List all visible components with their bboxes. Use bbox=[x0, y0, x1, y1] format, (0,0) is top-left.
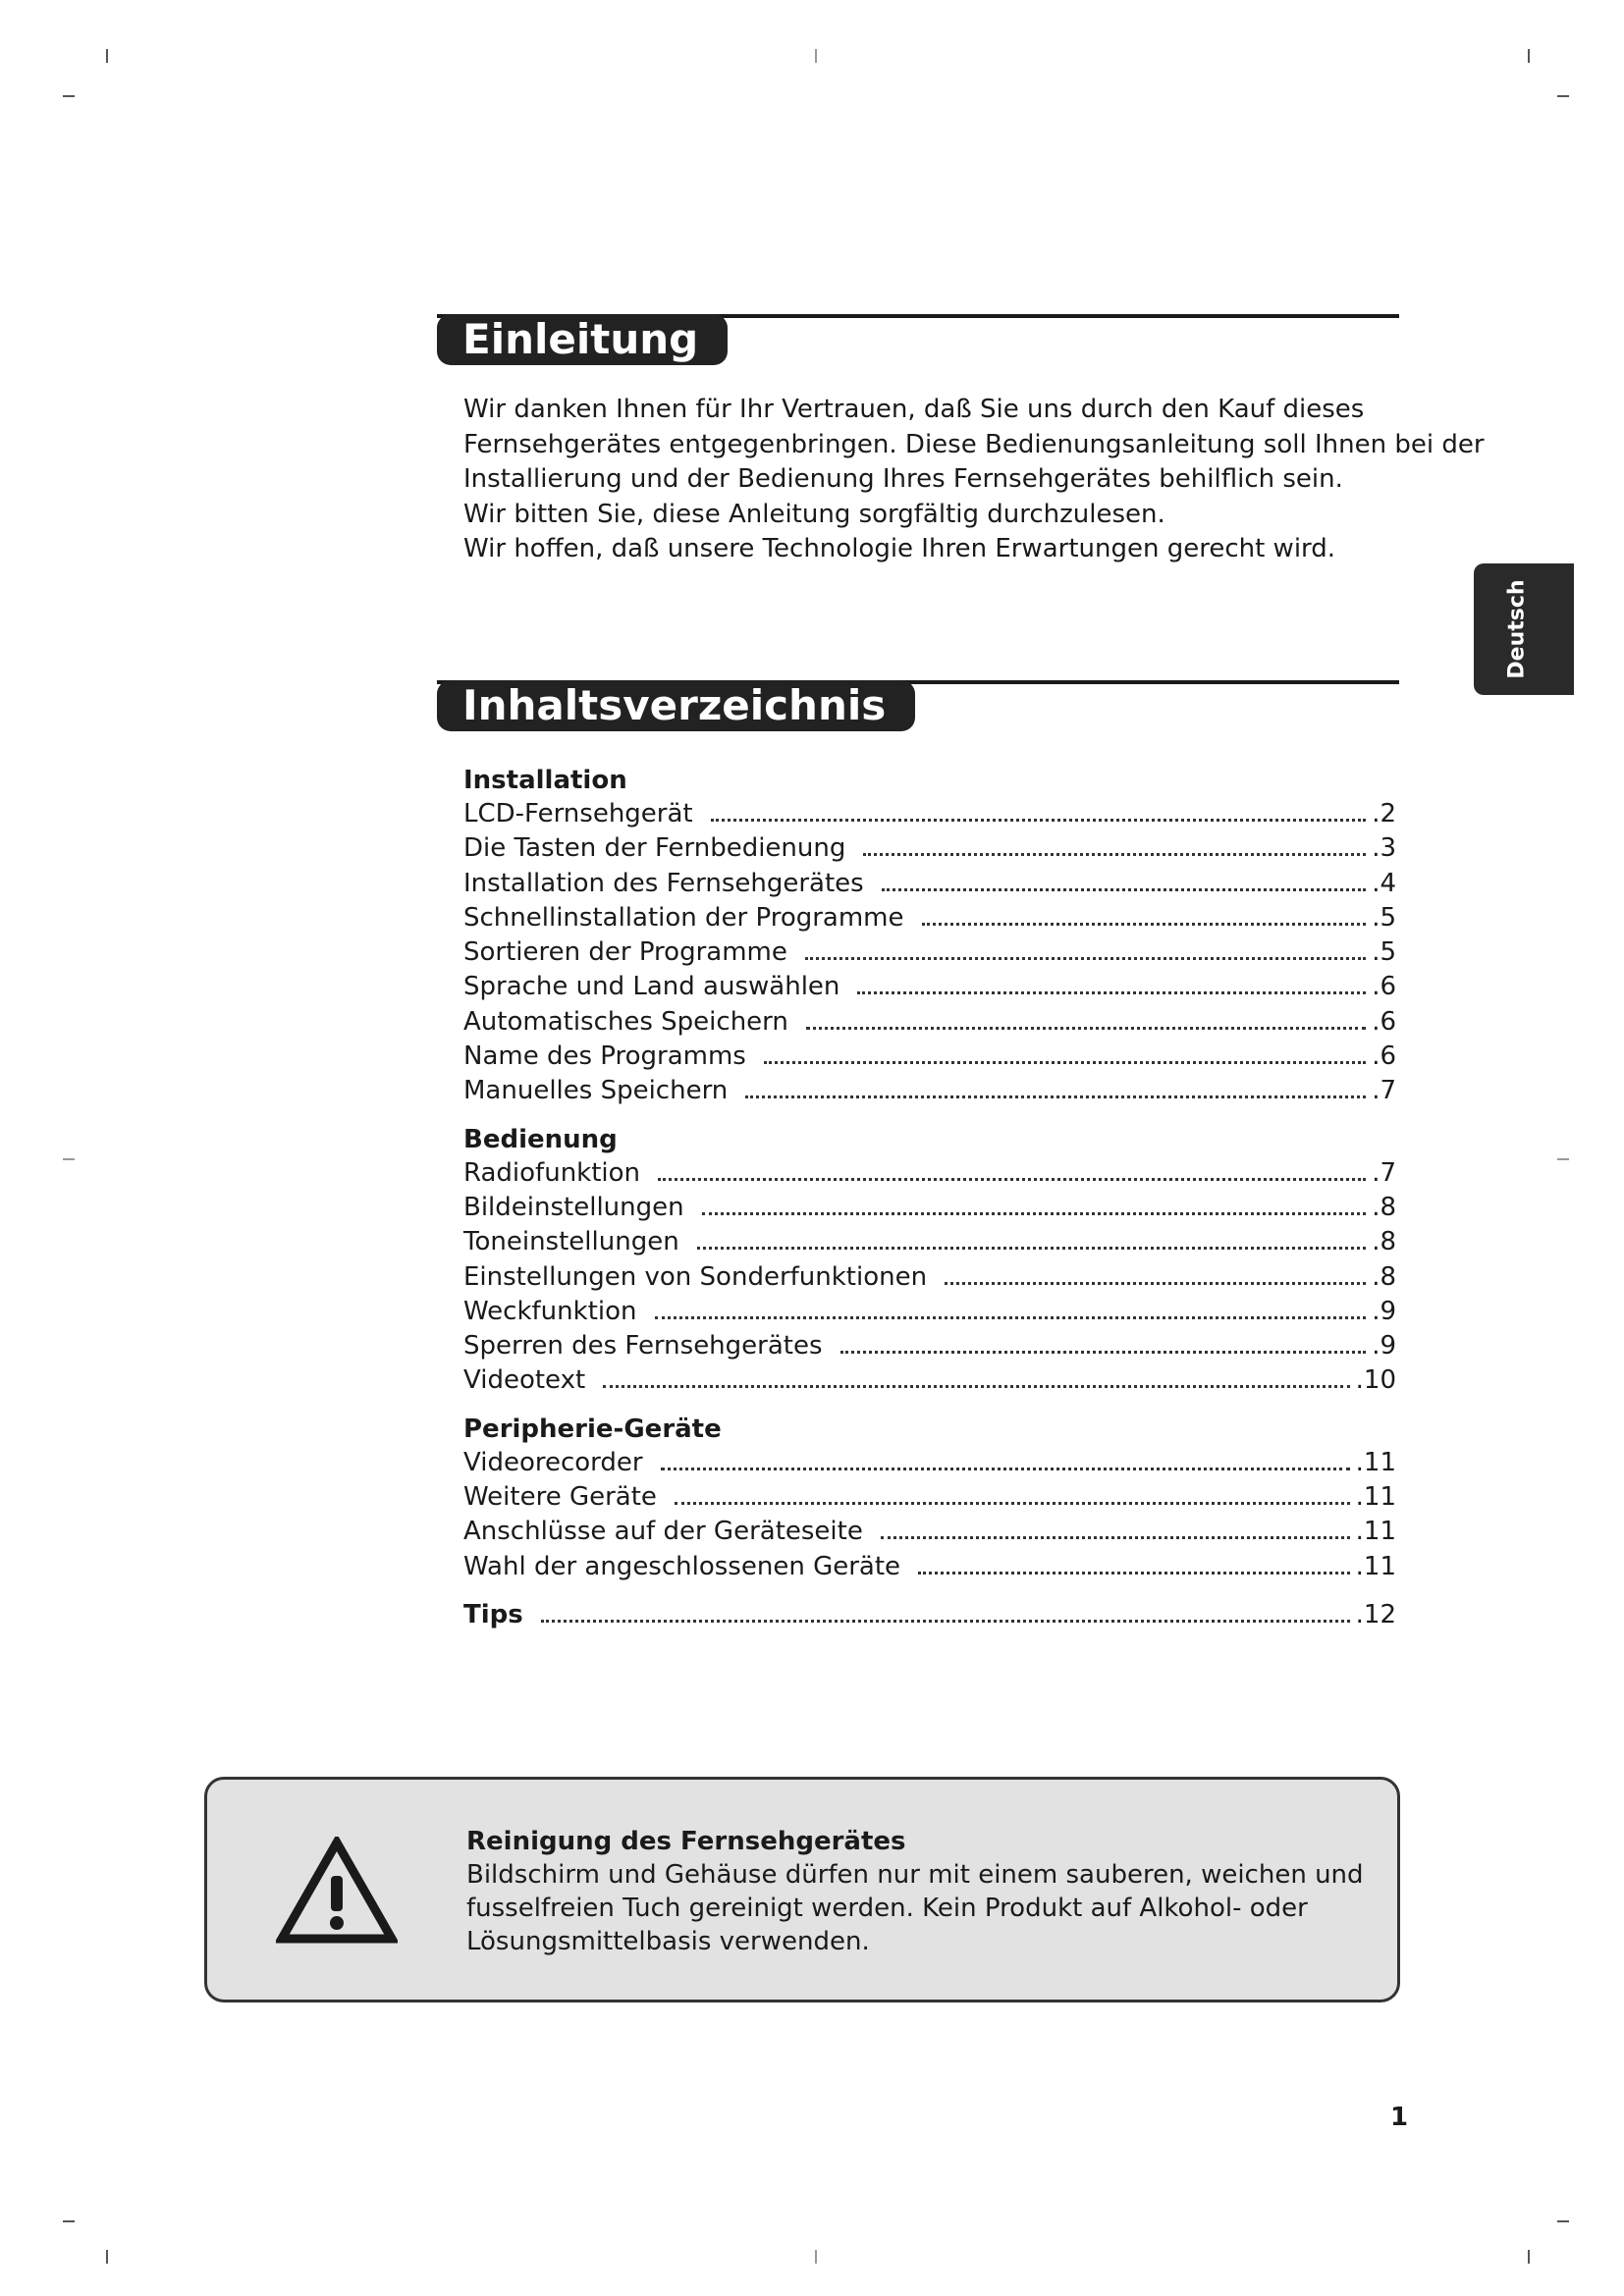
cleaning-notice-line: Lösungsmittelbasis verwenden. bbox=[466, 1927, 870, 1956]
toc-entry-page: .11 bbox=[1355, 1447, 1396, 1477]
toc-dot-leader bbox=[840, 1351, 1367, 1354]
toc-entry bbox=[463, 1005, 1396, 1040]
toc-entry-label: Toneinstellungen bbox=[463, 1227, 679, 1257]
toc-dot-leader bbox=[661, 1468, 1350, 1470]
cleaning-notice-line: Bildschirm und Gehäuse dürfen nur mit einem sauberen, weichen und bbox=[466, 1860, 1364, 1890]
intro-heading: Einleitung bbox=[437, 314, 728, 365]
toc-heading: Inhaltsverzeichnis bbox=[437, 680, 915, 731]
toc-dot-leader bbox=[945, 1282, 1366, 1285]
crop-mark bbox=[106, 49, 108, 63]
cleaning-notice-line: fusselfreien Tuch gereinigt werden. Kein Produkt auf Alkohol- oder bbox=[466, 1894, 1308, 1923]
toc-entry-page: .8 bbox=[1372, 1227, 1396, 1257]
toc-entry-label: Name des Programms bbox=[463, 1041, 746, 1072]
language-tab bbox=[1474, 563, 1574, 695]
toc-dot-leader bbox=[882, 888, 1366, 891]
toc-entry-page: .7 bbox=[1372, 1157, 1396, 1188]
toc-entry-page: .8 bbox=[1372, 1261, 1396, 1292]
toc-entry-label: Weitere Geräte bbox=[463, 1482, 657, 1513]
toc-group-installation bbox=[463, 764, 1396, 1109]
toc-entry-page: .11 bbox=[1355, 1517, 1396, 1547]
toc-dot-leader bbox=[655, 1316, 1367, 1319]
toc-entry-page: .3 bbox=[1372, 833, 1396, 864]
toc-entry-label: Wahl der angeschlossenen Geräte bbox=[463, 1551, 901, 1581]
toc-dot-leader bbox=[863, 853, 1366, 856]
toc-entry bbox=[463, 970, 1396, 1004]
toc-dot-leader bbox=[918, 1572, 1350, 1575]
toc-entry bbox=[463, 1329, 1396, 1363]
toc-group-title: Bedienung bbox=[463, 1124, 618, 1154]
toc-dot-leader bbox=[711, 819, 1367, 822]
toc-entry-page: .12 bbox=[1355, 1599, 1396, 1629]
toc-dot-leader bbox=[857, 991, 1366, 994]
toc-entry-page: .6 bbox=[1372, 1041, 1396, 1072]
language-tab-label: Deutsch bbox=[1504, 579, 1530, 679]
toc-entry bbox=[463, 1040, 1396, 1074]
table-of-contents bbox=[463, 764, 1396, 1632]
toc-dot-leader bbox=[764, 1061, 1366, 1064]
toc-entry-page: .10 bbox=[1355, 1365, 1396, 1396]
crop-mark bbox=[1528, 49, 1530, 63]
crop-mark bbox=[1528, 2250, 1530, 2264]
toc-entry-page: .5 bbox=[1372, 902, 1396, 933]
toc-entry-page: .11 bbox=[1355, 1482, 1396, 1513]
toc-entry bbox=[463, 1225, 1396, 1259]
cleaning-notice-title: Reinigung des Fernsehgerätes bbox=[466, 1827, 906, 1856]
toc-entry bbox=[463, 867, 1396, 901]
toc-entry-label: Automatisches Speichern bbox=[463, 1006, 788, 1037]
intro-line: Installierung und der Bedienung Ihres Fernsehgerätes behilflich sein. bbox=[463, 464, 1343, 494]
toc-entry-page: .8 bbox=[1372, 1192, 1396, 1222]
intro-text bbox=[463, 393, 1485, 567]
toc-entry-label: Einstellungen von Sonderfunktionen bbox=[463, 1261, 928, 1292]
toc-entry bbox=[463, 1260, 1396, 1295]
toc-entry bbox=[463, 1156, 1396, 1191]
crop-mark bbox=[1557, 95, 1569, 97]
cleaning-notice-text bbox=[466, 1825, 1364, 1958]
toc-entry bbox=[463, 1480, 1396, 1515]
toc-entry-page: .7 bbox=[1372, 1076, 1396, 1106]
toc-entry-label: Sprache und Land auswählen bbox=[463, 972, 840, 1002]
toc-entry-label: Sperren des Fernsehgerätes bbox=[463, 1331, 823, 1362]
toc-dot-leader bbox=[697, 1247, 1367, 1250]
toc-entry-label: Schnellinstallation der Programme bbox=[463, 902, 904, 933]
toc-entry-label: Anschlüsse auf der Geräteseite bbox=[463, 1517, 863, 1547]
toc-entry bbox=[463, 797, 1396, 831]
page-number: 1 bbox=[1390, 2103, 1409, 2132]
toc-dot-leader bbox=[922, 923, 1367, 926]
toc-dot-leader bbox=[603, 1385, 1349, 1388]
toc-entry-label: Tips bbox=[463, 1599, 523, 1629]
toc-entry bbox=[463, 1446, 1396, 1480]
toc-entry bbox=[463, 1550, 1396, 1584]
toc-group-bedienung bbox=[463, 1123, 1396, 1399]
toc-entry bbox=[463, 831, 1396, 866]
toc-entry-label: LCD-Fernsehgerät bbox=[463, 799, 693, 828]
intro-section-header bbox=[437, 314, 1399, 369]
toc-entry-page: .9 bbox=[1372, 1331, 1396, 1362]
toc-entry-label: Installation des Fernsehgerätes bbox=[463, 868, 864, 898]
toc-section-header bbox=[437, 680, 1399, 735]
toc-dot-leader bbox=[805, 957, 1366, 960]
toc-entry-label: Bildeinstellungen bbox=[463, 1192, 684, 1222]
crop-mark bbox=[63, 95, 75, 97]
toc-dot-leader bbox=[806, 1027, 1366, 1030]
toc-entry-page: .2 bbox=[1372, 799, 1396, 828]
toc-group-title: Peripherie-Geräte bbox=[463, 1414, 722, 1444]
toc-entry-label: Videorecorder bbox=[463, 1447, 643, 1477]
toc-entry bbox=[463, 1515, 1396, 1549]
toc-entry-label: Die Tasten der Fernbedienung bbox=[463, 833, 846, 864]
toc-entry-page: .6 bbox=[1372, 1006, 1396, 1037]
toc-entry-page: .4 bbox=[1372, 868, 1396, 898]
toc-dot-leader bbox=[745, 1095, 1366, 1098]
toc-entry bbox=[463, 1191, 1396, 1225]
crop-mark bbox=[815, 2250, 817, 2264]
toc-entry-page: .6 bbox=[1372, 972, 1396, 1002]
toc-group-peripherie bbox=[463, 1413, 1396, 1584]
crop-mark bbox=[1557, 1158, 1569, 1160]
toc-entry bbox=[463, 1295, 1396, 1329]
intro-line: Wir danken Ihnen für Ihr Vertrauen, daß Sie uns durch den Kauf dieses bbox=[463, 395, 1365, 424]
crop-mark bbox=[63, 2220, 75, 2222]
toc-entry-label: Radiofunktion bbox=[463, 1157, 641, 1188]
toc-entry-label: Weckfunktion bbox=[463, 1296, 637, 1326]
crop-mark bbox=[63, 1158, 75, 1160]
warning-triangle-icon bbox=[276, 1837, 398, 1945]
toc-entry-label: Videotext bbox=[463, 1365, 586, 1396]
toc-group-title: Installation bbox=[463, 766, 627, 795]
toc-entry-label: Sortieren der Programme bbox=[463, 937, 787, 968]
toc-entry-page: .5 bbox=[1372, 937, 1396, 968]
intro-line: Wir hoffen, daß unsere Technologie Ihren Erwartungen gerecht wird. bbox=[463, 534, 1336, 563]
toc-dot-leader bbox=[675, 1502, 1350, 1505]
toc-entry bbox=[463, 1363, 1396, 1398]
toc-entry bbox=[463, 901, 1396, 935]
toc-entry-page: .9 bbox=[1372, 1296, 1396, 1326]
cleaning-notice-box bbox=[204, 1777, 1400, 2002]
toc-entry bbox=[463, 1074, 1396, 1108]
toc-entry-tips bbox=[463, 1598, 1396, 1632]
toc-dot-leader bbox=[881, 1536, 1350, 1539]
toc-dot-leader bbox=[541, 1620, 1350, 1623]
toc-entry-page: .11 bbox=[1355, 1551, 1396, 1581]
toc-entry-label: Manuelles Speichern bbox=[463, 1076, 729, 1106]
intro-line: Wir bitten Sie, diese Anleitung sorgfältig durchzulesen. bbox=[463, 499, 1165, 529]
crop-mark bbox=[106, 2250, 108, 2264]
intro-line: Fernsehgerätes entgegenbringen. Diese Bedienungsanleitung soll Ihnen bei der bbox=[463, 429, 1485, 459]
crop-mark bbox=[1557, 2220, 1569, 2222]
crop-mark bbox=[815, 49, 817, 63]
toc-dot-leader bbox=[702, 1212, 1367, 1215]
toc-dot-leader bbox=[658, 1178, 1366, 1181]
toc-entry bbox=[463, 935, 1396, 970]
